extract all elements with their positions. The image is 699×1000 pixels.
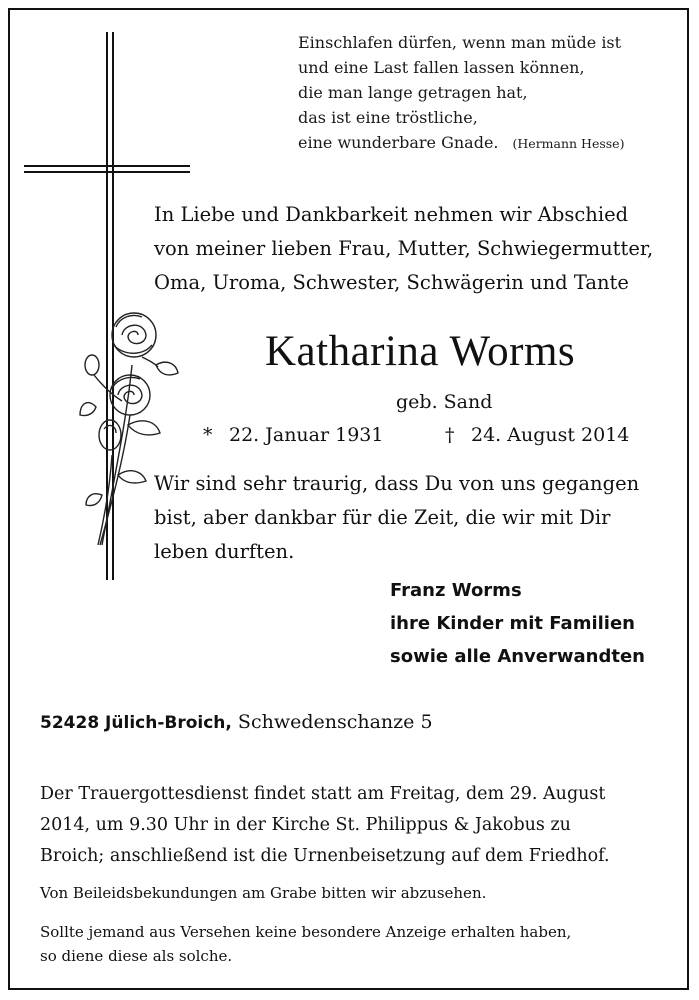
deceased-name: Katharina Worms: [265, 328, 576, 375]
poem-line: die man lange getragen hat,: [298, 83, 528, 102]
death-date-group: [445, 422, 629, 448]
birth-name: geb. Sand: [396, 391, 493, 413]
condolences-note: Von Beileidsbekundungen am Grabe bitten wir abzusehen.: [40, 884, 487, 902]
message-line: bist, aber dankbar für die Zeit, die wir mit Dir: [154, 506, 611, 529]
poem-line: Einschlafen dürfen, wenn man müde ist: [298, 33, 622, 52]
cross-horizontal-bar: [24, 171, 190, 173]
intro-text: [154, 198, 694, 300]
address-street: Schwedenschanze 5: [237, 711, 433, 733]
birth-date: 22. Januar 1931: [229, 424, 384, 446]
note-line: so diene diese als solche.: [40, 947, 233, 965]
signer-line: sowie alle Anverwandten: [390, 646, 645, 667]
message-line: leben durften.: [154, 540, 295, 563]
cross-horizontal-bar: [24, 165, 190, 167]
service-line: Der Trauergottesdienst findet statt am Freitag, dem 29. August: [40, 784, 606, 804]
address: [40, 707, 680, 738]
poem-line-last: [298, 130, 693, 156]
life-dates: [203, 422, 663, 448]
birth-star-icon: *: [203, 424, 213, 446]
service-line: 2014, um 9.30 Uhr in der Kirche St. Philippus & Jakobus zu: [40, 815, 571, 835]
poem-line: eine wunderbare Gnade.: [298, 133, 499, 152]
intro-line: von meiner lieben Frau, Mutter, Schwiegermutter,: [154, 237, 654, 260]
intro-line: Oma, Uroma, Schwester, Schwägerin und Tante: [154, 271, 629, 294]
poem-line: das ist eine tröstliche,: [298, 108, 478, 127]
intro-line: In Liebe und Dankbarkeit nehmen wir Abschied: [154, 203, 629, 226]
signer-line: Franz Worms: [390, 580, 522, 601]
address-city: 52428 Jülich-Broich,: [40, 713, 232, 733]
mourning-message: [154, 467, 694, 569]
signer-line: ihre Kinder mit Familien: [390, 613, 635, 634]
note-line: Sollte jemand aus Versehen keine besondere Anzeige erhalten haben,: [40, 923, 572, 941]
poem-line: und eine Last fallen lassen können,: [298, 58, 585, 77]
message-line: Wir sind sehr traurig, dass Du von uns gegangen: [154, 472, 640, 495]
death-cross-icon: †: [445, 424, 455, 446]
missed-notice-note: [40, 920, 680, 968]
death-date: 24. August 2014: [471, 424, 630, 446]
signers: [390, 574, 690, 673]
service-line: Broich; anschließend ist die Urnenbeisetzung auf dem Friedhof.: [40, 846, 610, 866]
poem: [298, 30, 693, 156]
obituary-frame: [8, 8, 689, 990]
funeral-service-info: [40, 779, 680, 872]
poem-author: (Hermann Hesse): [512, 136, 625, 151]
